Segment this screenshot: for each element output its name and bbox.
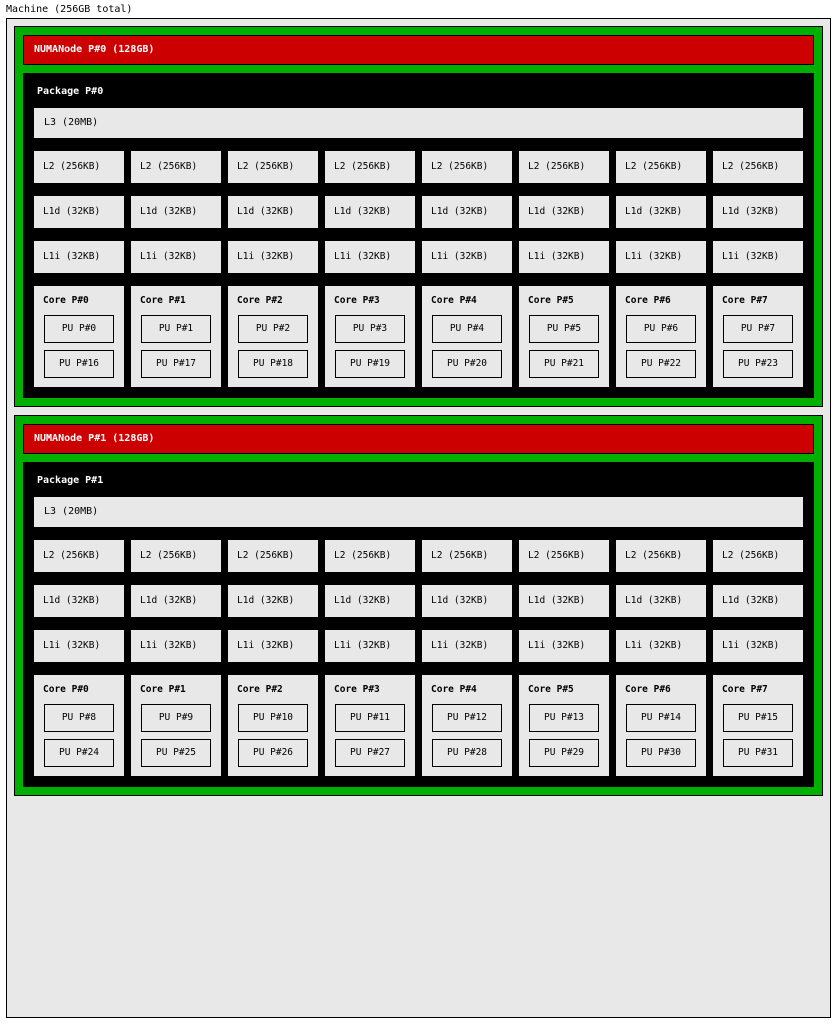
- core[interactable]: [33, 285, 125, 388]
- pu[interactable]: PU P#22: [626, 350, 696, 378]
- core-title: Core P#7: [722, 295, 768, 306]
- core[interactable]: [712, 285, 804, 388]
- l1i-cache[interactable]: L1i (32KB): [33, 240, 125, 274]
- l1i-cache[interactable]: L1i (32KB): [518, 629, 610, 663]
- core-title: Core P#7: [722, 684, 768, 695]
- l1i-cache[interactable]: L1i (32KB): [712, 629, 804, 663]
- core-title: Core P#4: [431, 295, 477, 306]
- l1i-cache[interactable]: L1i (32KB): [615, 629, 707, 663]
- l2-cache[interactable]: L2 (256KB): [227, 539, 319, 573]
- core-title: Core P#1: [140, 295, 186, 306]
- pu[interactable]: PU P#7: [723, 315, 793, 343]
- pu[interactable]: PU P#8: [44, 704, 114, 732]
- l1i-cache[interactable]: L1i (32KB): [421, 629, 513, 663]
- pu[interactable]: PU P#13: [529, 704, 599, 732]
- core-title: Core P#3: [334, 684, 380, 695]
- core-title: Core P#0: [43, 684, 89, 695]
- l2-cache[interactable]: L2 (256KB): [712, 539, 804, 573]
- pu[interactable]: PU P#6: [626, 315, 696, 343]
- l1i-cache[interactable]: L1i (32KB): [421, 240, 513, 274]
- pu[interactable]: PU P#16: [44, 350, 114, 378]
- pu[interactable]: PU P#0: [44, 315, 114, 343]
- l1i-row-0: [33, 240, 804, 274]
- l2-cache[interactable]: L2 (256KB): [518, 539, 610, 573]
- pu[interactable]: PU P#24: [44, 739, 114, 767]
- pu[interactable]: PU P#3: [335, 315, 405, 343]
- l1d-cache[interactable]: L1d (32KB): [324, 584, 416, 618]
- pu[interactable]: PU P#21: [529, 350, 599, 378]
- l2-cache[interactable]: L2 (256KB): [518, 150, 610, 184]
- l1d-cache[interactable]: L1d (32KB): [33, 584, 125, 618]
- l1d-cache[interactable]: L1d (32KB): [324, 195, 416, 229]
- pu[interactable]: PU P#26: [238, 739, 308, 767]
- l1d-cache[interactable]: L1d (32KB): [421, 584, 513, 618]
- l2-cache[interactable]: L2 (256KB): [324, 539, 416, 573]
- pu[interactable]: PU P#1: [141, 315, 211, 343]
- l3-cache-1[interactable]: L3 (20MB): [33, 496, 804, 528]
- package-0-title: Package P#0: [37, 86, 104, 97]
- l1i-row-1: [33, 629, 804, 663]
- numanode-1-title: NUMANode P#1 (128GB): [23, 424, 814, 454]
- l1d-cache[interactable]: L1d (32KB): [130, 584, 222, 618]
- l1i-cache[interactable]: L1i (32KB): [712, 240, 804, 274]
- pu[interactable]: PU P#17: [141, 350, 211, 378]
- pu[interactable]: PU P#25: [141, 739, 211, 767]
- l1d-cache[interactable]: L1d (32KB): [130, 195, 222, 229]
- l2-cache[interactable]: L2 (256KB): [130, 150, 222, 184]
- core-title: Core P#5: [528, 295, 574, 306]
- l2-cache[interactable]: L2 (256KB): [615, 150, 707, 184]
- core-title: Core P#4: [431, 684, 477, 695]
- core-row-1: [33, 674, 804, 777]
- l1d-cache[interactable]: L1d (32KB): [33, 195, 125, 229]
- pu[interactable]: PU P#15: [723, 704, 793, 732]
- machine-box: [6, 18, 831, 1018]
- core-title: Core P#3: [334, 295, 380, 306]
- l1i-cache[interactable]: L1i (32KB): [615, 240, 707, 274]
- core[interactable]: [324, 674, 416, 777]
- pu[interactable]: PU P#14: [626, 704, 696, 732]
- core[interactable]: [227, 285, 319, 388]
- l2-cache[interactable]: L2 (256KB): [227, 150, 319, 184]
- l1d-cache[interactable]: L1d (32KB): [518, 195, 610, 229]
- core-title: Core P#5: [528, 684, 574, 695]
- pu[interactable]: PU P#4: [432, 315, 502, 343]
- numanode-0-title: NUMANode P#0 (128GB): [23, 35, 814, 65]
- l1i-cache[interactable]: L1i (32KB): [324, 629, 416, 663]
- l1d-cache[interactable]: L1d (32KB): [227, 584, 319, 618]
- package-0[interactable]: [23, 73, 814, 398]
- core[interactable]: [324, 285, 416, 388]
- l1i-cache[interactable]: L1i (32KB): [324, 240, 416, 274]
- core[interactable]: [421, 285, 513, 388]
- core[interactable]: [130, 285, 222, 388]
- core-title: Core P#2: [237, 684, 283, 695]
- core-row-0: [33, 285, 804, 388]
- pu[interactable]: PU P#19: [335, 350, 405, 378]
- l1i-cache[interactable]: L1i (32KB): [130, 240, 222, 274]
- core[interactable]: [33, 674, 125, 777]
- l1i-cache[interactable]: L1i (32KB): [130, 629, 222, 663]
- l1i-cache[interactable]: L1i (32KB): [518, 240, 610, 274]
- l1d-cache[interactable]: L1d (32KB): [421, 195, 513, 229]
- l1d-row-0: [33, 195, 804, 229]
- core-title: Core P#6: [625, 684, 671, 695]
- pu[interactable]: PU P#9: [141, 704, 211, 732]
- pu[interactable]: PU P#11: [335, 704, 405, 732]
- l1d-cache[interactable]: L1d (32KB): [712, 584, 804, 618]
- l1i-cache[interactable]: L1i (32KB): [227, 240, 319, 274]
- l1d-cache[interactable]: L1d (32KB): [615, 584, 707, 618]
- l2-row-1: [33, 539, 804, 573]
- pu[interactable]: PU P#18: [238, 350, 308, 378]
- core-title: Core P#1: [140, 684, 186, 695]
- pu[interactable]: PU P#2: [238, 315, 308, 343]
- core-title: Core P#6: [625, 295, 671, 306]
- numanode-0[interactable]: [14, 26, 823, 407]
- core[interactable]: [518, 674, 610, 777]
- l1i-cache[interactable]: L1i (32KB): [227, 629, 319, 663]
- core[interactable]: [615, 285, 707, 388]
- pu[interactable]: PU P#12: [432, 704, 502, 732]
- l2-cache[interactable]: L2 (256KB): [421, 150, 513, 184]
- pu[interactable]: PU P#28: [432, 739, 502, 767]
- pu[interactable]: PU P#5: [529, 315, 599, 343]
- l2-cache[interactable]: L2 (256KB): [33, 150, 125, 184]
- package-1-title: Package P#1: [37, 475, 104, 486]
- core[interactable]: [712, 674, 804, 777]
- core[interactable]: [227, 674, 319, 777]
- l1d-cache[interactable]: L1d (32KB): [712, 195, 804, 229]
- l1d-cache[interactable]: L1d (32KB): [227, 195, 319, 229]
- l2-cache[interactable]: L2 (256KB): [421, 539, 513, 573]
- l1d-row-1: [33, 584, 804, 618]
- l2-cache[interactable]: L2 (256KB): [712, 150, 804, 184]
- l2-cache[interactable]: L2 (256KB): [33, 539, 125, 573]
- pu[interactable]: PU P#29: [529, 739, 599, 767]
- numanode-1[interactable]: [14, 415, 823, 796]
- core[interactable]: [615, 674, 707, 777]
- package-1[interactable]: [23, 462, 814, 787]
- core[interactable]: [518, 285, 610, 388]
- core-title: Core P#2: [237, 295, 283, 306]
- l1i-cache[interactable]: L1i (32KB): [33, 629, 125, 663]
- l1d-cache[interactable]: L1d (32KB): [615, 195, 707, 229]
- pu[interactable]: PU P#10: [238, 704, 308, 732]
- l2-cache[interactable]: L2 (256KB): [130, 539, 222, 573]
- core[interactable]: [421, 674, 513, 777]
- l1d-cache[interactable]: L1d (32KB): [518, 584, 610, 618]
- pu[interactable]: PU P#23: [723, 350, 793, 378]
- pu[interactable]: PU P#20: [432, 350, 502, 378]
- pu[interactable]: PU P#31: [723, 739, 793, 767]
- core-title: Core P#0: [43, 295, 89, 306]
- machine-label: Machine (256GB total): [6, 4, 133, 15]
- core[interactable]: [130, 674, 222, 777]
- pu[interactable]: PU P#30: [626, 739, 696, 767]
- l2-row-0: [33, 150, 804, 184]
- l2-cache[interactable]: L2 (256KB): [615, 539, 707, 573]
- l3-cache-0[interactable]: L3 (20MB): [33, 107, 804, 139]
- l2-cache[interactable]: L2 (256KB): [324, 150, 416, 184]
- pu[interactable]: PU P#27: [335, 739, 405, 767]
